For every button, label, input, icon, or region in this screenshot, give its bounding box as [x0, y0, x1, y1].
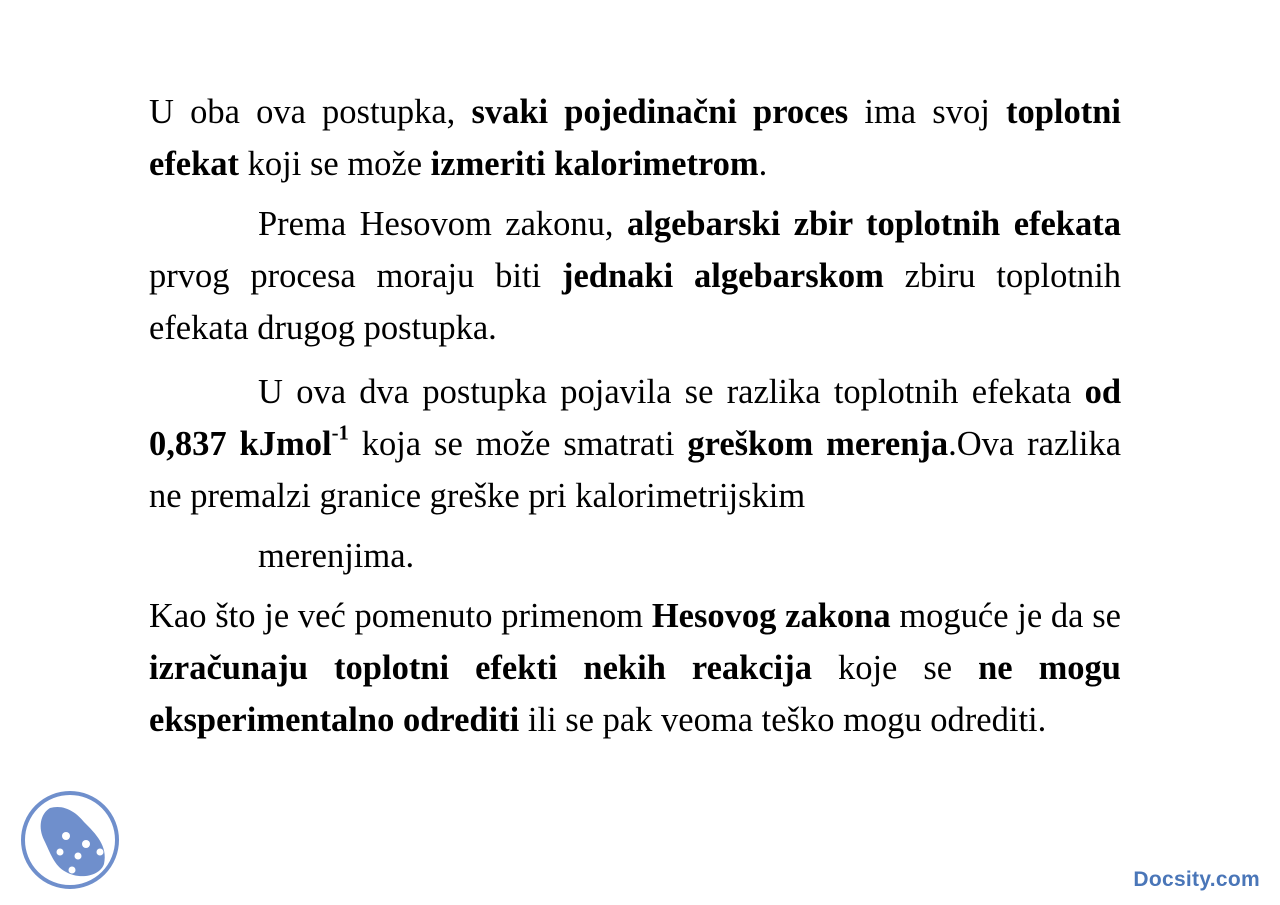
paragraph-2: Prema Hesovom zakonu, algebarski zbir toplotnih efekata prvog procesa moraju biti jednaki algebarskom zbiru toplotnih efekata drugog postupka. — [149, 205, 1121, 347]
paragraph-1: U oba ova postupka, svaki pojedinačni proces ima svoj toplotni efekat koji se može izmeriti kalorimetrom. — [149, 93, 1121, 183]
docsity-logo-icon[interactable] — [20, 790, 120, 890]
paragraph-3: U ova dva postupka pojavila se razlika toplotnih efekata od 0,837 kJmol$^{-1}$ koja se može smatrati greškom merenja.Ova razlika ne premalzi granice greške pri kalorimetrijskim merenjima. — [149, 373, 1122, 575]
paragraph-4: Kao što je već pomenuto primenom Hesovog zakona moguće je da se izračunaju toplotni efekti nekih reakcija koje se ne mogu eksperimentalno odrediti ili se pak veoma teško mogu odrediti. — [149, 597, 1121, 739]
docsity-brand-link[interactable]: Docsity.com — [1133, 868, 1260, 891]
document-body — [149, 86, 1121, 746]
